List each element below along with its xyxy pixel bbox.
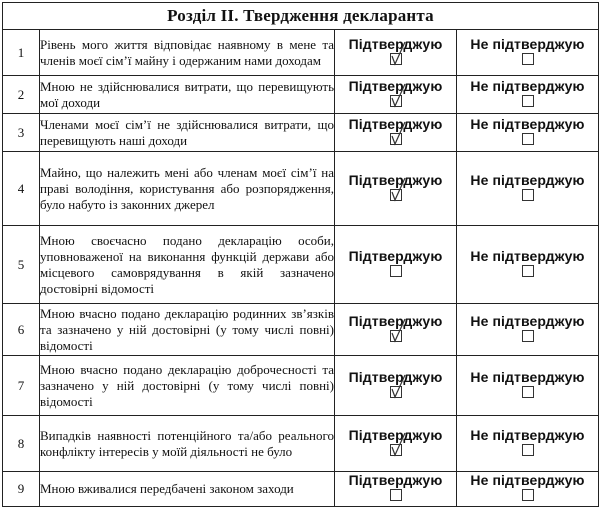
statement-text: Мною вживалися передбачені законом заходи [40, 472, 335, 507]
confirm-checkbox[interactable] [390, 330, 402, 342]
statement-row [3, 472, 599, 507]
check-mark-icon [389, 176, 407, 202]
not-confirm-checkbox[interactable] [522, 133, 534, 145]
confirm-checkbox[interactable] [390, 489, 402, 501]
confirm-option [335, 416, 457, 472]
statement-text: Випадків наявності потенційного та/або реального конфлікту інтересів у моїй діяльності не було [40, 416, 335, 472]
confirm-checkbox[interactable] [390, 95, 402, 107]
not-confirm-option [457, 472, 599, 507]
statement-text: Мною не здійснювалися витрати, що перевищують мої доходи [40, 76, 335, 114]
confirm-checkbox[interactable] [390, 265, 402, 277]
row-number: 5 [3, 226, 40, 304]
not-confirm-option [457, 416, 599, 472]
not-confirm-checkbox[interactable] [522, 386, 534, 398]
confirm-checkbox[interactable] [390, 189, 402, 201]
not-confirm-checkbox[interactable] [522, 265, 534, 277]
confirm-option-label: Підтверджую [348, 426, 443, 443]
confirm-checkbox[interactable] [390, 53, 402, 65]
not-confirm-checkbox[interactable] [522, 189, 534, 201]
confirm-option-label: Підтверджую [348, 115, 443, 132]
check-mark-icon [389, 373, 407, 399]
statement-row [3, 356, 599, 416]
row-number: 7 [3, 356, 40, 416]
not-confirm-option-label: Не підтверджую [470, 115, 585, 132]
not-confirm-option-label: Не підтверджую [470, 426, 585, 443]
not-confirm-option [457, 30, 599, 76]
confirm-option-label: Підтверджую [348, 247, 443, 264]
not-confirm-checkbox[interactable] [522, 489, 534, 501]
row-number: 9 [3, 472, 40, 507]
confirm-option [335, 114, 457, 152]
check-mark-icon [389, 431, 407, 457]
not-confirm-checkbox[interactable] [522, 53, 534, 65]
row-number: 1 [3, 30, 40, 76]
check-mark-icon [389, 82, 407, 108]
confirm-option [335, 304, 457, 356]
not-confirm-option [457, 304, 599, 356]
row-number: 8 [3, 416, 40, 472]
not-confirm-option [457, 114, 599, 152]
confirm-option [335, 152, 457, 226]
statement-text: Мною вчасно подано декларацію доброчесності та зазначено у ній достовірні (у тому числі повні) відомості [40, 356, 335, 416]
not-confirm-checkbox[interactable] [522, 330, 534, 342]
not-confirm-option-label: Не підтверджую [470, 368, 585, 385]
confirm-option-label: Підтверджую [348, 312, 443, 329]
not-confirm-option-label: Не підтверджую [470, 77, 585, 94]
not-confirm-option-label: Не підтверджую [470, 312, 585, 329]
not-confirm-checkbox[interactable] [522, 95, 534, 107]
not-confirm-option [457, 356, 599, 416]
confirm-option-label: Підтверджую [348, 368, 443, 385]
statement-row [3, 304, 599, 356]
row-number: 6 [3, 304, 40, 356]
not-confirm-option-label: Не підтверджую [470, 171, 585, 188]
row-number: 3 [3, 114, 40, 152]
statement-row [3, 114, 599, 152]
statement-row [3, 226, 599, 304]
confirm-option [335, 472, 457, 507]
not-confirm-option-label: Не підтверджую [470, 247, 585, 264]
statements-table [2, 2, 599, 507]
not-confirm-option [457, 152, 599, 226]
statement-text: Членами моєї сім’ї не здійснювалися витрати, що перевищують наші доходи [40, 114, 335, 152]
check-mark-icon [389, 317, 407, 343]
confirm-option-label: Підтверджую [348, 77, 443, 94]
confirm-option [335, 356, 457, 416]
row-number: 2 [3, 76, 40, 114]
statement-row [3, 76, 599, 114]
statement-row [3, 152, 599, 226]
not-confirm-option [457, 226, 599, 304]
confirm-option [335, 76, 457, 114]
section-title: Розділ ІІ. Твердження декларанта [3, 3, 599, 30]
not-confirm-checkbox[interactable] [522, 444, 534, 456]
confirm-option [335, 30, 457, 76]
confirm-checkbox[interactable] [390, 444, 402, 456]
not-confirm-option [457, 76, 599, 114]
confirm-checkbox[interactable] [390, 133, 402, 145]
statement-text: Майно, що належить мені або членам моєї сім’ї на праві володіння, користування або розпорядження, було набуто із законних джерел [40, 152, 335, 226]
check-mark-icon [389, 120, 407, 146]
confirm-option-label: Підтверджую [348, 171, 443, 188]
confirm-option-label: Підтверджую [348, 472, 443, 488]
confirm-checkbox[interactable] [390, 386, 402, 398]
not-confirm-option-label: Не підтверджую [470, 35, 585, 52]
statement-text: Мною вчасно подано декларацію родинних зв’язків та зазначено у ній достовірні (у тому числі повні) відомості [40, 304, 335, 356]
confirm-option-label: Підтверджую [348, 35, 443, 52]
confirm-option [335, 226, 457, 304]
statement-text: Мною своєчасно подано декларацію особи, уповноваженої на виконання функцій держави або місцевого самоврядування в якій зазначено достовірні відомості [40, 226, 335, 304]
statement-row [3, 30, 599, 76]
not-confirm-option-label: Не підтверджую [470, 472, 585, 488]
row-number: 4 [3, 152, 40, 226]
statement-row [3, 416, 599, 472]
statement-text: Рівень мого життя відповідає наявному в мене та членів моєї сім’ї майну і одержаним нами доходам [40, 30, 335, 76]
check-mark-icon [389, 40, 407, 66]
